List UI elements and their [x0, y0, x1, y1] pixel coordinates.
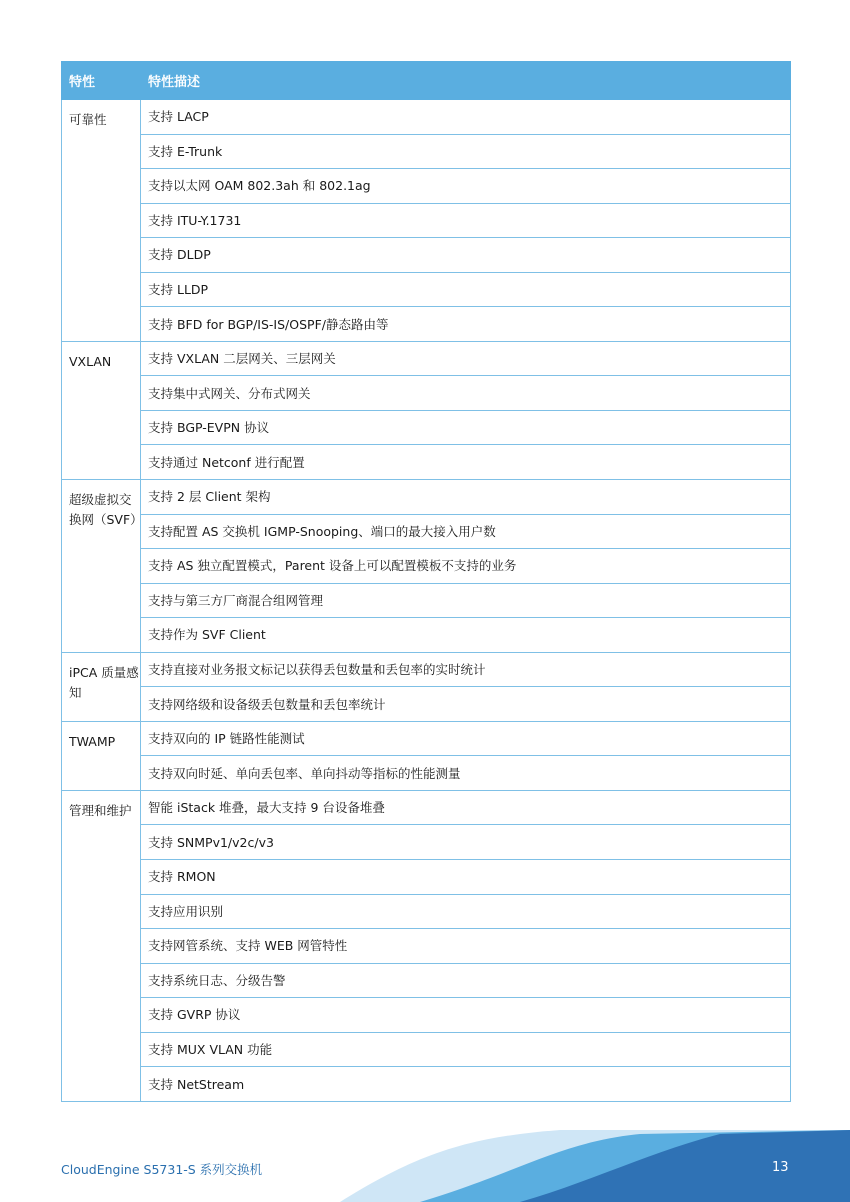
table-row	[62, 1032, 791, 1067]
feature-description: 支持双向时延、单向丢包率、单向抖动等指标的性能测量	[141, 756, 791, 791]
header-feature: 特性	[62, 62, 141, 100]
table-row	[62, 376, 791, 411]
table-row	[62, 169, 791, 204]
table-row	[62, 860, 791, 895]
table-row	[62, 583, 791, 618]
feature-category: 管理和维护	[62, 790, 141, 1101]
feature-description: 支持 LACP	[141, 100, 791, 135]
table-row	[62, 203, 791, 238]
footer-product-name: CloudEngine S5731-S 系列交换机	[61, 1162, 263, 1177]
feature-description: 智能 iStack 堆叠，最大支持 9 台设备堆叠	[141, 790, 791, 825]
table-row	[62, 894, 791, 929]
table-row	[62, 721, 791, 756]
table-row	[62, 652, 791, 687]
table-header-row	[62, 62, 791, 100]
feature-description: 支持 BGP-EVPN 协议	[141, 410, 791, 445]
table-row	[62, 825, 791, 860]
feature-category: VXLAN	[62, 341, 141, 479]
table-row	[62, 756, 791, 791]
table-row	[62, 238, 791, 273]
feature-description: 支持集中式网关、分布式网关	[141, 376, 791, 411]
feature-description: 支持 SNMPv1/v2c/v3	[141, 825, 791, 860]
feature-description: 支持双向的 IP 链路性能测试	[141, 721, 791, 756]
table-row	[62, 445, 791, 480]
feature-description: 支持 AS 独立配置模式，Parent 设备上可以配置模板不支持的业务	[141, 549, 791, 584]
table-row	[62, 618, 791, 653]
table-body	[62, 100, 791, 1102]
feature-category: TWAMP	[62, 721, 141, 790]
feature-description: 支持 MUX VLAN 功能	[141, 1032, 791, 1067]
feature-description: 支持 LLDP	[141, 272, 791, 307]
table-row	[62, 480, 791, 515]
table-row	[62, 963, 791, 998]
table-row	[62, 307, 791, 342]
feature-description: 支持 DLDP	[141, 238, 791, 273]
header-description: 特性描述	[141, 62, 791, 100]
feature-description: 支持系统日志、分级告警	[141, 963, 791, 998]
table-row	[62, 514, 791, 549]
table-row	[62, 790, 791, 825]
feature-description: 支持 BFD for BGP/IS-IS/OSPF/静态路由等	[141, 307, 791, 342]
feature-description: 支持 RMON	[141, 860, 791, 895]
table-row	[62, 929, 791, 964]
feature-description: 支持 E-Trunk	[141, 134, 791, 169]
page-number: 13	[772, 1160, 789, 1175]
feature-description: 支持以太网 OAM 802.3ah 和 802.1ag	[141, 169, 791, 204]
feature-category: 可靠性	[62, 100, 141, 342]
table-row	[62, 687, 791, 722]
feature-description: 支持与第三方厂商混合组网管理	[141, 583, 791, 618]
feature-description: 支持 VXLAN 二层网关、三层网关	[141, 341, 791, 376]
feature-description: 支持配置 AS 交换机 IGMP-Snooping、端口的最大接入用户数	[141, 514, 791, 549]
feature-description: 支持直接对业务报文标记以获得丢包数量和丢包率的实时统计	[141, 652, 791, 687]
feature-description: 支持 GVRP 协议	[141, 998, 791, 1033]
footer-wave-decoration	[0, 1112, 850, 1202]
feature-category: 超级虚拟交换网（SVF）	[62, 480, 141, 653]
feature-description: 支持应用识别	[141, 894, 791, 929]
table-row	[62, 998, 791, 1033]
table-row	[62, 341, 791, 376]
feature-description: 支持作为 SVF Client	[141, 618, 791, 653]
table-row	[62, 272, 791, 307]
feature-table	[61, 61, 791, 1102]
table-row	[62, 100, 791, 135]
feature-description: 支持通过 Netconf 进行配置	[141, 445, 791, 480]
feature-description: 支持 2 层 Client 架构	[141, 480, 791, 515]
table-row	[62, 1067, 791, 1102]
feature-description: 支持网管系统、支持 WEB 网管特性	[141, 929, 791, 964]
feature-description: 支持 NetStream	[141, 1067, 791, 1102]
feature-description: 支持 ITU-Y.1731	[141, 203, 791, 238]
table-row	[62, 549, 791, 584]
table-row	[62, 134, 791, 169]
table-row	[62, 410, 791, 445]
feature-category: iPCA 质量感知	[62, 652, 141, 721]
feature-description: 支持网络级和设备级丢包数量和丢包率统计	[141, 687, 791, 722]
